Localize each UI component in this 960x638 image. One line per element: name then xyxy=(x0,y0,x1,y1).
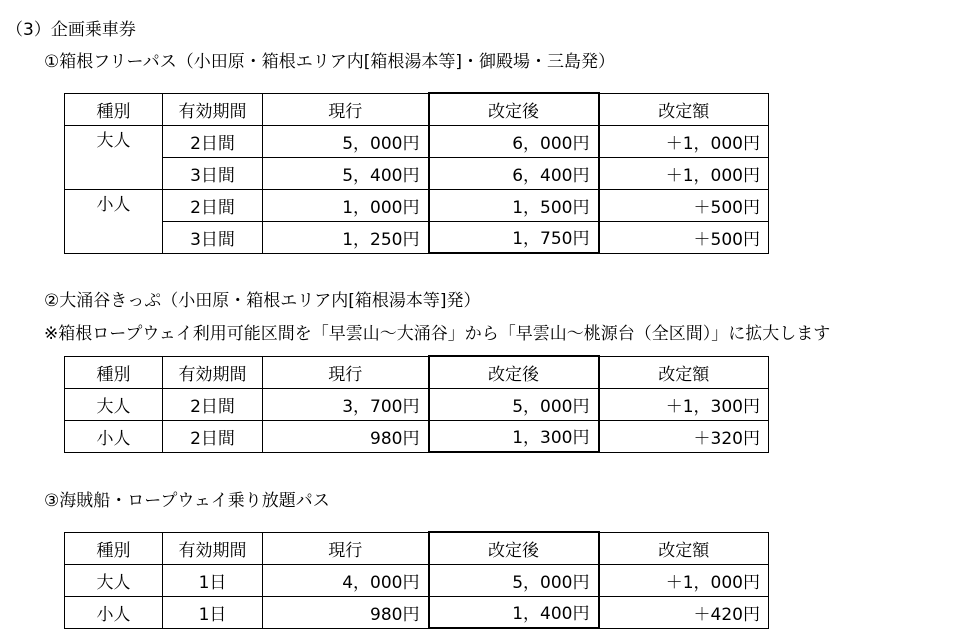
type-cell: 大人 xyxy=(65,564,163,596)
period-cell: 2日間 xyxy=(163,420,263,452)
ticket-3-table xyxy=(64,531,769,629)
header-current: 現行 xyxy=(263,93,429,125)
revised-cell: 6，400円 xyxy=(429,157,599,189)
current-cell: 5，000円 xyxy=(263,125,429,157)
type-cell: 小人 xyxy=(65,189,163,253)
revised-cell: 1，400円 xyxy=(429,596,599,628)
header-current: 現行 xyxy=(263,532,429,564)
current-cell: 4，000円 xyxy=(263,564,429,596)
revised-cell: 5，000円 xyxy=(429,564,599,596)
table-row xyxy=(65,125,769,157)
ticket-1-table xyxy=(64,92,769,254)
ticket-2-note: ※箱根ロープウェイ利用可能区間を「早雲山～大涌谷」から「早雲山～桃源台（全区間）」に拡大します xyxy=(44,324,831,344)
header-type: 種別 xyxy=(65,93,163,125)
current-cell: 3，700円 xyxy=(263,388,429,420)
table-row xyxy=(65,221,769,253)
header-diff: 改定額 xyxy=(599,93,769,125)
type-cell: 大人 xyxy=(65,125,163,189)
revised-cell: 6，000円 xyxy=(429,125,599,157)
revised-cell: 1，500円 xyxy=(429,189,599,221)
header-period: 有効期間 xyxy=(163,532,263,564)
header-period: 有効期間 xyxy=(163,93,263,125)
revised-cell: 1，750円 xyxy=(429,221,599,253)
header-revised: 改定後 xyxy=(429,532,599,564)
header-revised: 改定後 xyxy=(429,356,599,388)
current-cell: 1，000円 xyxy=(263,189,429,221)
type-cell: 大人 xyxy=(65,388,163,420)
type-cell: 小人 xyxy=(65,596,163,628)
period-cell: 2日間 xyxy=(163,388,263,420)
header-period: 有効期間 xyxy=(163,356,263,388)
period-cell: 3日間 xyxy=(163,221,263,253)
header-revised: 改定後 xyxy=(429,93,599,125)
current-cell: 1，250円 xyxy=(263,221,429,253)
header-type: 種別 xyxy=(65,356,163,388)
header-current: 現行 xyxy=(263,356,429,388)
revised-cell: 5，000円 xyxy=(429,388,599,420)
period-cell: 1日 xyxy=(163,596,263,628)
period-cell: 3日間 xyxy=(163,157,263,189)
diff-cell: ＋1，300円 xyxy=(599,388,769,420)
period-cell: 2日間 xyxy=(163,189,263,221)
current-cell: 980円 xyxy=(263,420,429,452)
diff-cell: ＋500円 xyxy=(599,189,769,221)
diff-cell: ＋1，000円 xyxy=(599,157,769,189)
current-cell: 5，400円 xyxy=(263,157,429,189)
header-type: 種別 xyxy=(65,532,163,564)
current-cell: 980円 xyxy=(263,596,429,628)
table-row xyxy=(65,420,769,452)
ticket-3-title: ③海賊船・ロープウェイ乗り放題パス xyxy=(44,491,330,511)
period-cell: 2日間 xyxy=(163,125,263,157)
ticket-2-title: ②大涌谷きっぷ（小田原・箱根エリア内[箱根湯本等]発） xyxy=(44,291,481,311)
header-diff: 改定額 xyxy=(599,356,769,388)
table-header-row xyxy=(65,93,769,125)
type-cell: 小人 xyxy=(65,420,163,452)
ticket-1-title: ①箱根フリーパス（小田原・箱根エリア内[箱根湯本等]・御殿場・三島発） xyxy=(44,52,615,72)
table-row xyxy=(65,388,769,420)
table-row xyxy=(65,596,769,628)
period-cell: 1日 xyxy=(163,564,263,596)
ticket-2-table xyxy=(64,355,769,453)
diff-cell: ＋1，000円 xyxy=(599,564,769,596)
diff-cell: ＋320円 xyxy=(599,420,769,452)
section-title: （3）企画乗車券 xyxy=(6,20,136,40)
table-row xyxy=(65,189,769,221)
table-header-row xyxy=(65,532,769,564)
revised-cell: 1，300円 xyxy=(429,420,599,452)
diff-cell: ＋420円 xyxy=(599,596,769,628)
diff-cell: ＋1，000円 xyxy=(599,125,769,157)
header-diff: 改定額 xyxy=(599,532,769,564)
table-row xyxy=(65,157,769,189)
table-row xyxy=(65,564,769,596)
diff-cell: ＋500円 xyxy=(599,221,769,253)
table-header-row xyxy=(65,356,769,388)
